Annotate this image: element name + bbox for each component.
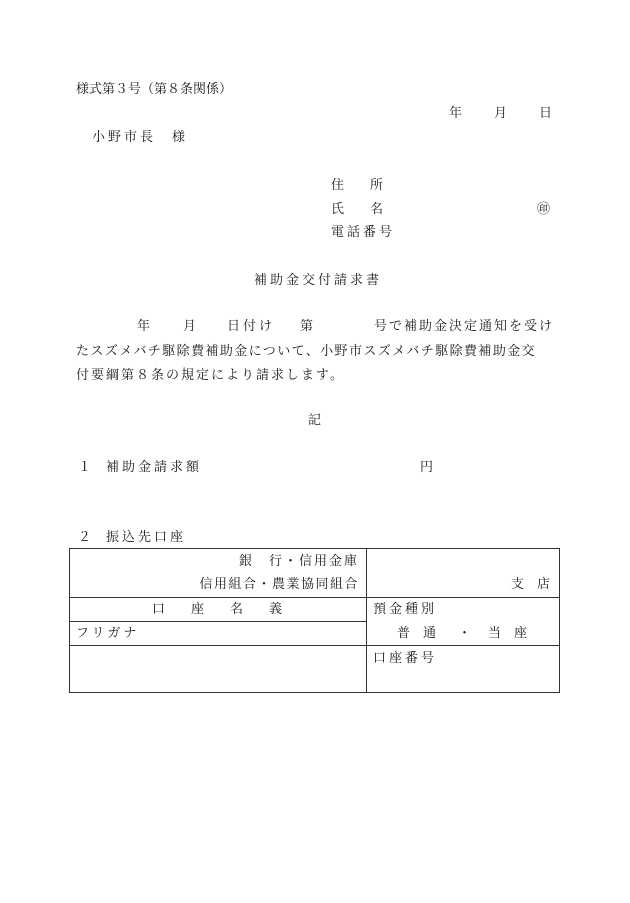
deposit-type-label: 預金種別	[373, 602, 438, 617]
body-line-3: 付要綱第８条の規定により請求します。	[76, 368, 345, 383]
branch-label: 支 店	[511, 577, 551, 592]
date-day: 日	[539, 106, 553, 121]
bank-type-line-1: 銀 行・信用金庫	[238, 554, 359, 569]
deposit-current: 当 座	[488, 626, 528, 641]
date-month: 月	[494, 106, 508, 121]
ki-mark: 記	[308, 413, 322, 428]
item1-unit: 円	[420, 460, 434, 475]
addressee: 小野市長 様	[92, 130, 189, 145]
item2-number: ２	[78, 530, 92, 545]
bank-type-line-2: 信用組合・農業協同組合	[199, 577, 359, 592]
date-year: 年	[449, 106, 463, 121]
furigana-label: フリガナ	[76, 626, 140, 641]
body-line-2: たスズメバチ駆除費補助金について、小野市スズメバチ駆除費補助金交	[76, 344, 537, 359]
phone-label: 電話番号	[331, 225, 396, 240]
account-number-label: 口座番号	[373, 651, 438, 666]
page-title: 補助金交付請求書	[254, 273, 383, 288]
item1-number: １	[78, 460, 92, 475]
name-label: 氏 名	[331, 202, 384, 217]
body-date-suffix: 日付け	[227, 319, 276, 334]
address-label: 住 所	[331, 178, 384, 193]
deposit-separator: ・	[458, 626, 472, 641]
deposit-ordinary: 普 通	[397, 626, 437, 641]
form-number: 様式第３号（第８条関係）	[76, 82, 233, 97]
body-number-suffix: 号で補助金決定通知を受け	[374, 319, 555, 334]
body-number-prefix: 第	[300, 319, 314, 334]
account-holder-header: 口 座 名 義	[152, 602, 283, 617]
item2-label: 振込先口座	[106, 530, 187, 545]
body-month: 月	[183, 319, 197, 334]
body-year: 年	[137, 319, 151, 334]
item1-label: 補助金請求額	[106, 460, 203, 475]
seal-mark: ㊞	[537, 202, 551, 217]
